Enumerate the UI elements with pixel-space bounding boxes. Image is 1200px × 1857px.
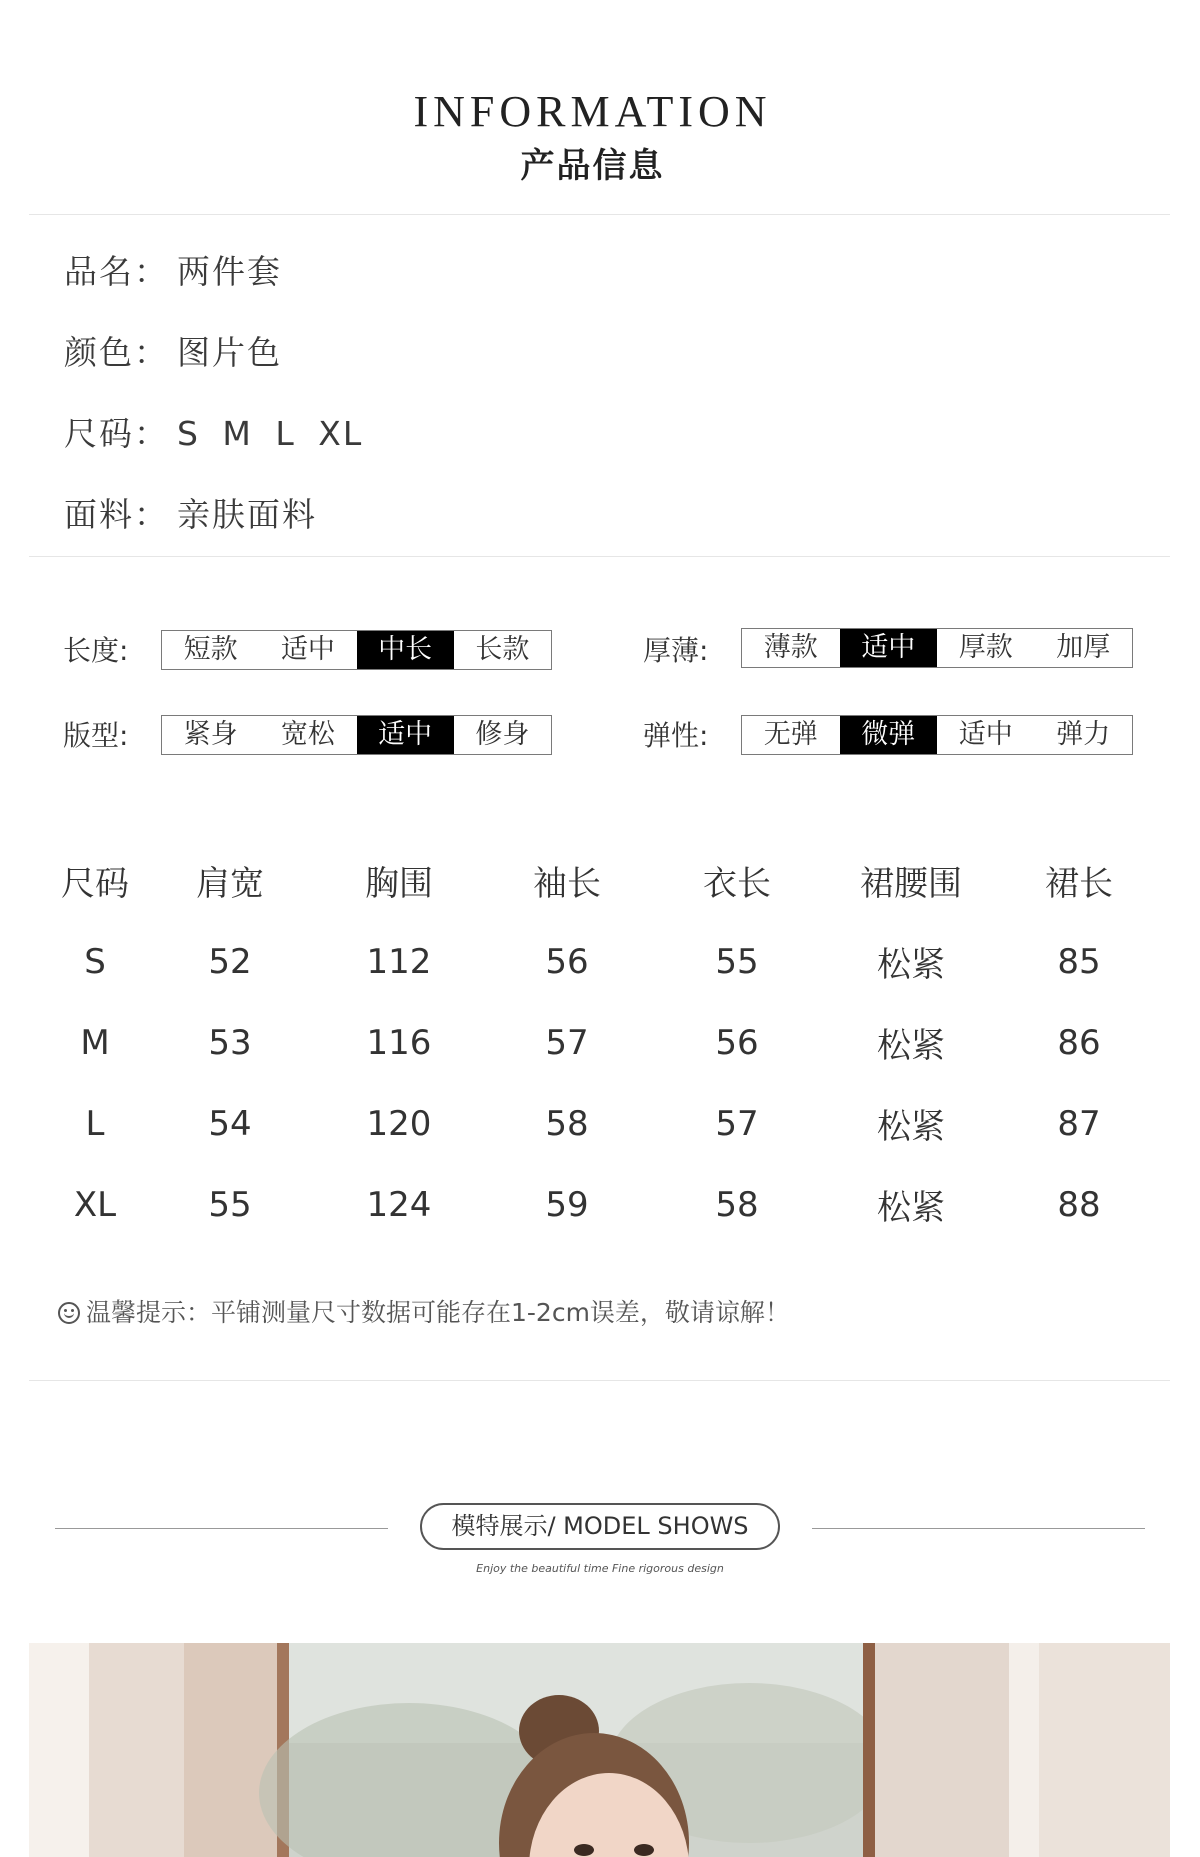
table-cell: 55 — [208, 1184, 252, 1225]
table-cell: M — [80, 1022, 110, 1063]
info-sep: ： — [134, 495, 169, 534]
table-cell: 124 — [366, 1184, 432, 1225]
table-row — [45, 921, 1175, 1002]
section-line-left — [55, 1528, 388, 1529]
page-title-en: INFORMATION — [413, 87, 772, 136]
info-sep: ： — [134, 414, 169, 453]
table-cell: 松紧 — [877, 945, 945, 985]
info-value: 亲肤面料 — [177, 495, 317, 534]
length-label: 长度: — [63, 634, 129, 667]
table-cell: S — [84, 941, 106, 982]
table-cell: 52 — [208, 941, 252, 982]
fit-selector — [161, 715, 552, 755]
length-selector — [161, 630, 552, 670]
fit-label: 版型: — [63, 719, 129, 752]
table-header-cell: 尺码 — [61, 864, 129, 904]
info-row-fabric — [64, 495, 317, 535]
table-header-cell: 袖长 — [533, 864, 601, 904]
table-cell: 56 — [545, 941, 589, 982]
length-option: 短款 — [183, 634, 238, 665]
table-cell: 116 — [366, 1022, 432, 1063]
smile-icon — [58, 1302, 80, 1324]
info-label: 尺码 — [64, 414, 134, 453]
length-option: 中长 — [357, 631, 454, 669]
thickness-option: 适中 — [840, 629, 938, 667]
table-row — [45, 1083, 1175, 1164]
table-header-cell: 肩宽 — [196, 864, 264, 904]
info-value: 图片色 — [177, 333, 282, 372]
table-cell: 57 — [715, 1103, 759, 1144]
model-shows-heading: 模特展示/ MODEL SHOWS — [420, 1503, 780, 1550]
table-cell: 58 — [715, 1184, 759, 1225]
section-line-right — [812, 1528, 1145, 1529]
table-header-cell: 胸围 — [365, 864, 433, 904]
table-cell: 85 — [1057, 941, 1101, 982]
elasticity-label: 弹性: — [643, 719, 709, 752]
info-label: 颜色 — [64, 333, 134, 372]
info-label: 品名 — [64, 252, 134, 291]
length-option: 长款 — [475, 634, 530, 665]
table-cell: 88 — [1057, 1184, 1101, 1225]
info-row-color — [64, 333, 282, 373]
table-cell: 松紧 — [877, 1107, 945, 1147]
info-value: 两件套 — [177, 252, 282, 291]
thickness-option: 厚款 — [958, 632, 1013, 663]
page-title-cn: 产品信息 — [520, 146, 665, 186]
fit-option: 宽松 — [280, 719, 335, 750]
table-header-cell: 裙长 — [1045, 864, 1113, 904]
thickness-option: 加厚 — [1056, 632, 1111, 663]
table-cell: L — [85, 1103, 105, 1144]
table-cell: XL — [73, 1184, 117, 1225]
table-header-cell: 衣长 — [703, 864, 771, 904]
table-cell: 59 — [545, 1184, 589, 1225]
elasticity-option: 弹力 — [1056, 719, 1111, 750]
table-cell: 56 — [715, 1022, 759, 1063]
table-row — [45, 1002, 1175, 1083]
measurement-tip — [58, 1295, 790, 1331]
table-header-cell: 裙腰围 — [860, 864, 962, 904]
table-cell: 58 — [545, 1103, 589, 1144]
elasticity-option: 微弹 — [840, 716, 938, 754]
table-cell: 112 — [366, 941, 432, 982]
fit-option: 适中 — [357, 716, 454, 754]
table-cell: 55 — [715, 941, 759, 982]
table-cell: 松紧 — [877, 1026, 945, 1066]
thickness-option: 薄款 — [763, 632, 818, 663]
elasticity-selector — [741, 715, 1133, 755]
table-cell: 86 — [1057, 1022, 1101, 1063]
table-row — [45, 1164, 1175, 1245]
fit-option: 紧身 — [183, 719, 238, 750]
table-header-row — [45, 840, 1175, 921]
model-photo — [29, 1643, 1170, 1857]
thickness-label: 厚薄: — [643, 634, 709, 667]
tip-text: 温馨提示：平铺测量尺寸数据可能存在1-2cm误差，敬请谅解！ — [86, 1298, 790, 1327]
table-cell: 120 — [366, 1103, 432, 1144]
fit-option: 修身 — [475, 719, 530, 750]
divider — [29, 1380, 1170, 1381]
table-cell: 57 — [545, 1022, 589, 1063]
size-table — [45, 840, 1175, 1245]
table-cell: 54 — [208, 1103, 252, 1144]
info-sep: ： — [134, 252, 169, 291]
divider — [29, 556, 1170, 557]
table-cell: 53 — [208, 1022, 252, 1063]
info-value: S M L XL — [177, 414, 364, 453]
info-label: 面料 — [64, 495, 134, 534]
info-row-name — [64, 252, 282, 292]
thickness-selector — [741, 628, 1133, 668]
table-cell: 87 — [1057, 1103, 1101, 1144]
model-shows-subtitle: Enjoy the beautiful time Fine rigorous design — [476, 1562, 724, 1575]
divider — [29, 214, 1170, 215]
table-cell: 松紧 — [877, 1188, 945, 1228]
length-option: 适中 — [280, 634, 335, 665]
elasticity-option: 适中 — [958, 719, 1013, 750]
info-sep: ： — [134, 333, 169, 372]
elasticity-option: 无弹 — [763, 719, 818, 750]
info-row-size — [64, 414, 363, 454]
